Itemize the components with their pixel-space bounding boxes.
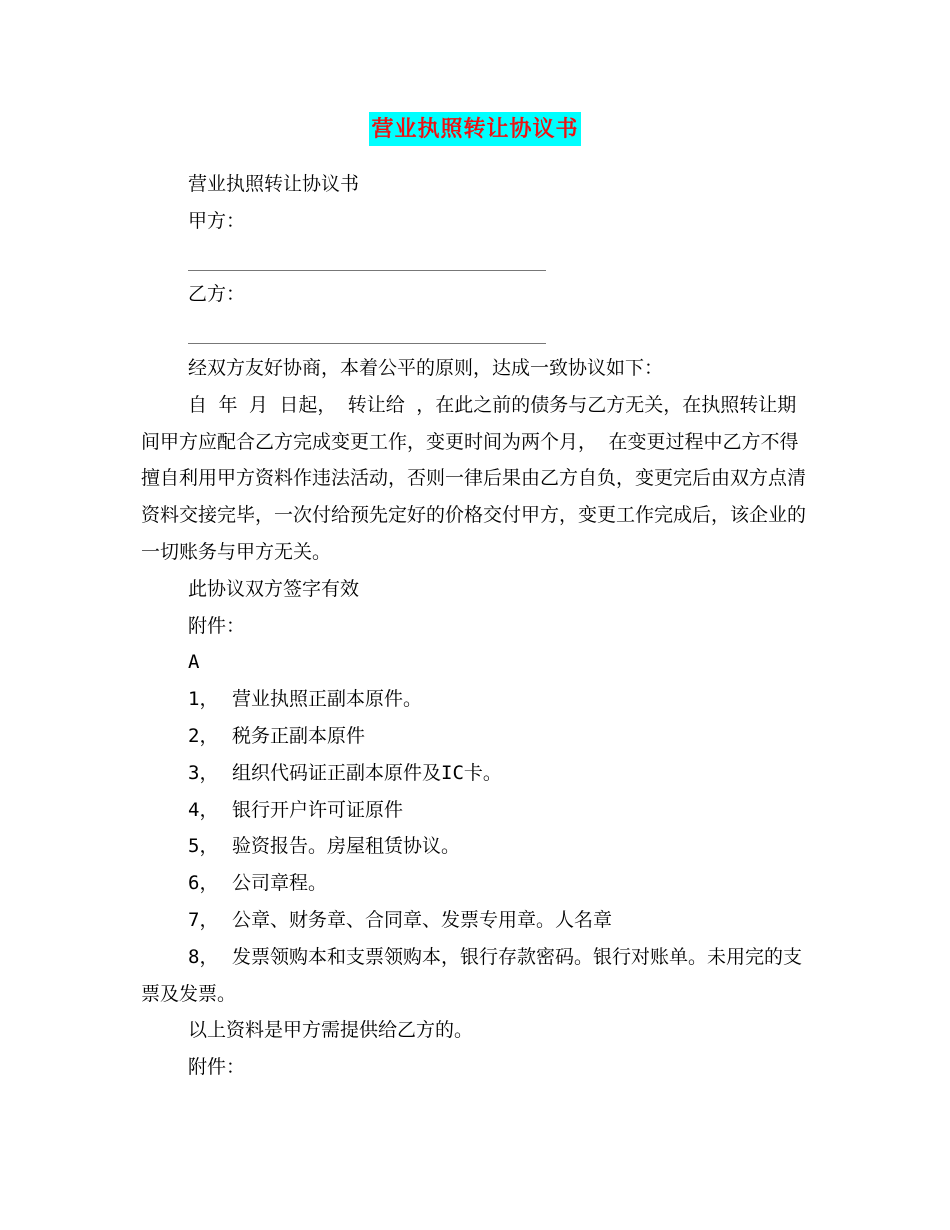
intro-paragraph: 经双方友好协商，本着公平的原则，达成一致协议如下： — [188, 356, 664, 379]
document-title: 营业执照转让协议书 — [369, 112, 580, 146]
list-item-number: 2， — [188, 724, 219, 747]
list-item-number: 1， — [188, 688, 219, 711]
list-item-text: 公司章程。 — [232, 872, 328, 895]
list-item — [141, 828, 811, 865]
party-b-blank — [141, 313, 811, 350]
list-item-text: 银行开户许可证原件 — [232, 798, 404, 821]
list-item — [141, 755, 811, 792]
attachment-label-2: 附件： — [188, 1056, 246, 1079]
list-item — [141, 681, 811, 718]
list-item — [141, 792, 811, 829]
list-item-number: 6， — [188, 872, 219, 895]
validity-statement: 此协议双方签字有效 — [188, 577, 360, 600]
list-item — [141, 718, 811, 755]
main-clause-paragraph: 自 年 月 日起， 转让给 ，在此之前的债务与乙方无关，在执照转让期间甲方应配合乙方完成变更工作，变更时间为两个月， 在变更过程中乙方不得擅自利用甲方资料作违法活动，否则一律后果由乙方自负，变更完后由双方点清资料交接完毕，一次付给预先定好的价格交付甲方，变更工作完成后，该企业的一切账务与甲方无关。 — [141, 393, 807, 563]
list-item — [141, 865, 811, 902]
list-item-text: 税务正副本原件 — [232, 724, 366, 747]
attachment-label: 附件： — [188, 614, 246, 637]
attachment-group: A — [188, 651, 200, 674]
document-body — [141, 166, 811, 1086]
list-item-number: 3， — [188, 761, 219, 784]
subtitle: 营业执照转让协议书 — [188, 173, 360, 195]
list-item-number: 7， — [188, 908, 219, 931]
list-item-text: 发票领购本和支票领购本，银行存款密码。银行对账单。未用完的支票及发票。 — [141, 945, 803, 1005]
list-item-text: 验资报告。房屋租赁协议。 — [232, 835, 461, 858]
list-item — [141, 939, 811, 1013]
closing-statement: 以上资料是甲方需提供给乙方的。 — [188, 1019, 474, 1042]
party-a-label: 甲方： — [188, 209, 246, 232]
list-item-number: 4， — [188, 798, 219, 821]
party-a-blank — [141, 240, 811, 277]
list-item — [141, 902, 811, 939]
list-item-text: 营业执照正副本原件。 — [232, 688, 423, 711]
party-a-underline — [188, 270, 546, 271]
title-container — [0, 112, 950, 146]
party-b-label: 乙方： — [188, 283, 246, 306]
list-item-text: 组织代码证正副本原件及IC卡。 — [232, 761, 502, 784]
list-item-number: 5， — [188, 835, 219, 858]
list-item-number: 8， — [188, 945, 219, 968]
list-item-text: 公章、财务章、合同章、发票专用章。人名章 — [232, 908, 613, 931]
party-b-underline — [188, 343, 546, 344]
